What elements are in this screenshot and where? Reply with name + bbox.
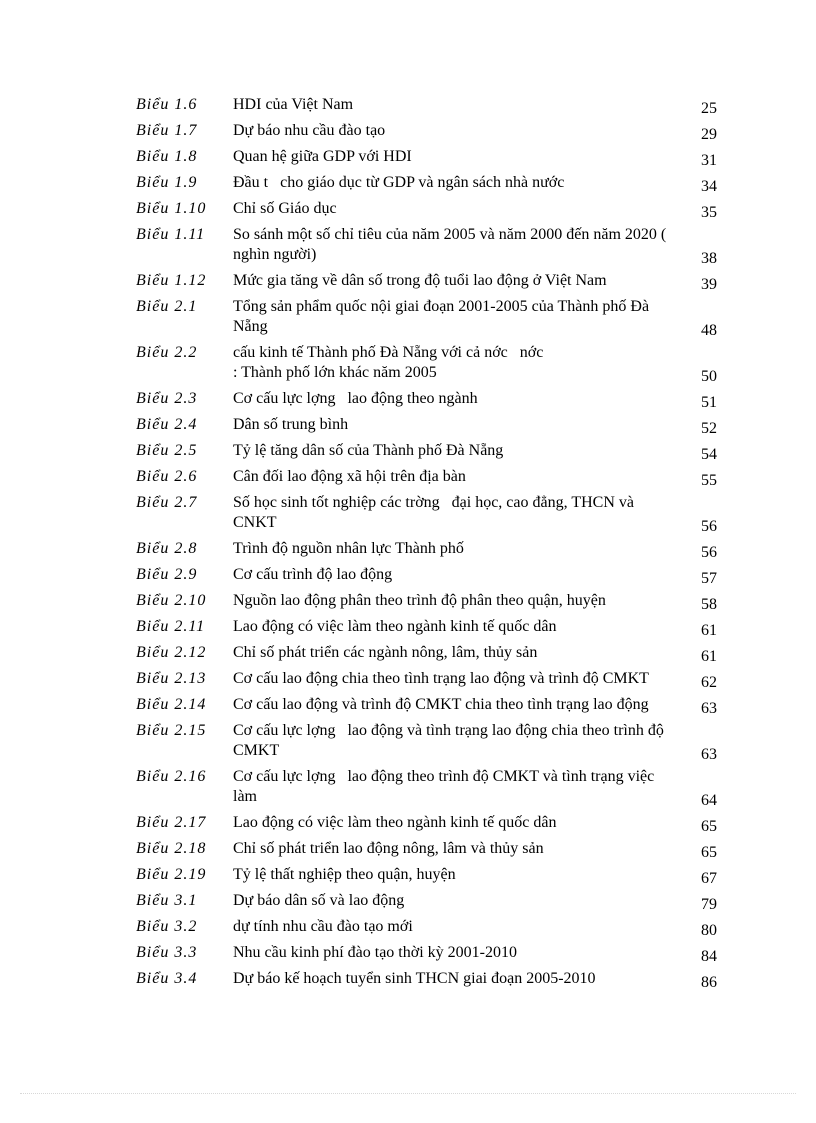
toc-entry-label: Biểu 2.17: [136, 814, 207, 831]
toc-entry-page-number: 58: [701, 596, 717, 613]
toc-entry: [136, 565, 736, 585]
toc-entry-label: Biểu 2.16: [136, 768, 207, 785]
toc-entry-page-number: 39: [701, 276, 717, 293]
toc-entry: [136, 467, 736, 487]
toc-entry: [136, 343, 736, 383]
toc-entry-label: Biểu 1.6: [136, 96, 198, 113]
toc-entry-label: Biểu 2.14: [136, 696, 207, 713]
toc-entry-title: Cơ cấu lực lợng lao động theo trình độ CMKT và tình trạng việc làm: [233, 768, 659, 805]
toc-entry-page-number: 25: [701, 100, 717, 117]
toc-entry-title: Cơ cấu lao động và trình độ CMKT chia theo tình trạng lao động: [233, 696, 649, 713]
toc-entry-page-number: 56: [701, 518, 717, 535]
toc-entry-title: Cơ cấu lực lợng lao động và tình trạng lao động chia theo trình độ CMKT: [233, 722, 668, 759]
toc-entry: [136, 199, 736, 219]
toc-entry-page-number: 67: [701, 870, 717, 887]
toc-entry-page-number: 63: [701, 700, 717, 717]
toc-entry-title: Lao động có việc làm theo ngành kinh tế quốc dân: [233, 814, 557, 831]
toc-entry: [136, 121, 736, 141]
toc-entry-page-number: 63: [701, 746, 717, 763]
toc-entry: [136, 865, 736, 885]
toc-entry-title: dự tính nhu cầu đào tạo mới: [233, 918, 413, 935]
toc-entry: [136, 493, 736, 533]
toc-entry-title: Chỉ số Giáo dục: [233, 200, 337, 217]
toc-entry-title: Dự báo kế hoạch tuyển sinh THCN giai đoạn 2005-2010: [233, 970, 596, 987]
toc-entry-page-number: 65: [701, 818, 717, 835]
toc-entry-page-number: 34: [701, 178, 717, 195]
toc-entry: [136, 441, 736, 461]
toc-entry-page-number: 38: [701, 250, 717, 267]
toc-entry-page-number: 86: [701, 974, 717, 991]
toc-entry-title: Cơ cấu lao động chia theo tình trạng lao động và trình độ CMKT: [233, 670, 649, 687]
toc-entry: [136, 297, 736, 337]
toc-entry-label: Biểu 2.9: [136, 566, 198, 583]
toc-entry-title: Mức gia tăng về dân số trong độ tuổi lao động ở Việt Nam: [233, 272, 607, 289]
toc-entry-title: Tổng sản phẩm quốc nội giai đoạn 2001-2005 của Thành phố Đà Nẵng: [233, 298, 654, 335]
toc-entry-page-number: 29: [701, 126, 717, 143]
toc-entry-title: Chỉ số phát triển lao động nông, lâm và thủy sản: [233, 840, 544, 857]
toc-entry-label: Biểu 2.6: [136, 468, 198, 485]
toc-entry-page-number: 57: [701, 570, 717, 587]
toc-entry-page-number: 65: [701, 844, 717, 861]
toc-entry-page-number: 64: [701, 792, 717, 809]
toc-entry: [136, 917, 736, 937]
toc-entry-label: Biểu 2.1: [136, 298, 198, 315]
toc-entry-title: Trình độ nguồn nhân lực Thành phố: [233, 540, 464, 557]
toc-entry: [136, 591, 736, 611]
toc-entry-label: Biểu 2.18: [136, 840, 207, 857]
toc-entry-title: Nguồn lao động phân theo trình độ phân theo quận, huyện: [233, 592, 606, 609]
toc-entry-page-number: 61: [701, 622, 717, 639]
footer-divider: [20, 1093, 796, 1094]
toc-entry-label: Biểu 3.4: [136, 970, 198, 987]
toc-entry: [136, 721, 736, 761]
toc-entry-page-number: 35: [701, 204, 717, 221]
toc-entry: [136, 943, 736, 963]
toc-entry-page-number: 52: [701, 420, 717, 437]
toc-entry: [136, 539, 736, 559]
toc-entry-label: Biểu 2.15: [136, 722, 207, 739]
toc-entry-page-number: 84: [701, 948, 717, 965]
toc-entry-page-number: 51: [701, 394, 717, 411]
toc-entry-title: Đầu t cho giáo dục từ GDP và ngân sách nhà nước: [233, 174, 565, 191]
toc-entry-title: Tỷ lệ tăng dân số của Thành phố Đà Nẵng: [233, 442, 504, 459]
toc-entry-title: Lao động có việc làm theo ngành kinh tế quốc dân: [233, 618, 557, 635]
toc-entry-page-number: 50: [701, 368, 717, 385]
toc-entry-title: HDI của Việt Nam: [233, 96, 354, 113]
toc-entry-label: Biểu 1.10: [136, 200, 207, 217]
toc-entry: [136, 415, 736, 435]
toc-entry-title: Chỉ số phát triển các ngành nông, lâm, thủy sản: [233, 644, 538, 661]
toc-entry: [136, 813, 736, 833]
toc-entry-title: Dự báo nhu cầu đào tạo: [233, 122, 386, 139]
toc-entry: [136, 271, 736, 291]
toc-entry-label: Biểu 2.2: [136, 344, 198, 361]
toc-entry-title: Quan hệ giữa GDP với HDI: [233, 148, 412, 165]
toc-entry-label: Biểu 2.12: [136, 644, 207, 661]
toc-entry-label: Biểu 2.11: [136, 618, 206, 635]
toc-entry-title: Cơ cấu lực lợng lao động theo ngành: [233, 390, 478, 407]
toc-entry: [136, 891, 736, 911]
toc-entry-label: Biểu 1.9: [136, 174, 198, 191]
toc-entry-label: Biểu 1.8: [136, 148, 198, 165]
toc-entry: [136, 147, 736, 167]
toc-entry-label: Biểu 2.19: [136, 866, 207, 883]
toc-entry-title: Nhu cầu kinh phí đào tạo thời kỳ 2001-2010: [233, 944, 517, 961]
toc-entry-label: Biểu 3.3: [136, 944, 198, 961]
toc-entry-label: Biểu 2.4: [136, 416, 198, 433]
toc-entry-title: Tỷ lệ thất nghiệp theo quận, huyện: [233, 866, 456, 883]
table-of-figures: [136, 95, 736, 995]
toc-entry-page-number: 54: [701, 446, 717, 463]
toc-entry: [136, 617, 736, 637]
toc-entry-page-number: 55: [701, 472, 717, 489]
toc-entry: [136, 95, 736, 115]
toc-entry-label: Biểu 2.7: [136, 494, 198, 511]
toc-entry: [136, 225, 736, 265]
toc-entry-title: Cơ cấu trình độ lao động: [233, 566, 393, 583]
toc-entry-page-number: 48: [701, 322, 717, 339]
toc-entry-label: Biểu 2.13: [136, 670, 207, 687]
toc-entry-title: Dự báo dân số và lao động: [233, 892, 405, 909]
toc-entry-page-number: 79: [701, 896, 717, 913]
toc-entry-title: Số học sinh tốt nghiệp các trờng đại học, cao đẳng, THCN và CNKT: [233, 494, 638, 531]
toc-entry: [136, 173, 736, 193]
toc-entry: [136, 389, 736, 409]
toc-entry: [136, 767, 736, 807]
toc-entry-label: Biểu 2.5: [136, 442, 198, 459]
toc-entry-label: Biểu 1.12: [136, 272, 207, 289]
toc-entry: [136, 969, 736, 989]
toc-entry-label: Biểu 2.8: [136, 540, 198, 557]
toc-entry-page-number: 31: [701, 152, 717, 169]
toc-entry: [136, 839, 736, 859]
toc-entry: [136, 643, 736, 663]
toc-entry-page-number: 61: [701, 648, 717, 665]
toc-entry-label: Biểu 3.1: [136, 892, 198, 909]
toc-entry-title: cấu kinh tế Thành phố Đà Nẵng với cả nớc nớc : Thành phố lớn khác năm 2005: [233, 344, 544, 381]
toc-entry: [136, 669, 736, 689]
toc-entry-label: Biểu 2.10: [136, 592, 207, 609]
toc-entry-page-number: 80: [701, 922, 717, 939]
toc-entry-page-number: 62: [701, 674, 717, 691]
toc-entry-page-number: 56: [701, 544, 717, 561]
toc-entry-title: Dân số trung bình: [233, 416, 349, 433]
toc-entry-title: So sánh một số chỉ tiêu của năm 2005 và năm 2000 đến năm 2020 ( nghìn người): [233, 226, 671, 263]
toc-entry-label: Biểu 3.2: [136, 918, 198, 935]
toc-entry-label: Biểu 1.11: [136, 226, 206, 243]
toc-entry: [136, 695, 736, 715]
toc-entry-label: Biểu 1.7: [136, 122, 198, 139]
toc-entry-title: Cân đối lao động xã hội trên địa bàn: [233, 468, 466, 485]
toc-entry-label: Biểu 2.3: [136, 390, 198, 407]
